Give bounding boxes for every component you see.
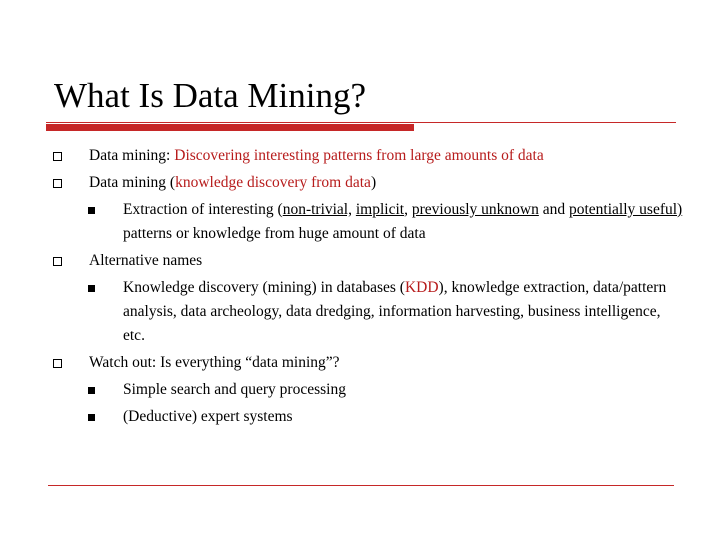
bullet-watch-out: [0, 351, 720, 375]
underlined-term: potentially useful): [569, 201, 683, 218]
bullet-text: Watch out: Is everything “data mining”?: [89, 354, 340, 371]
slide-title: What Is Data Mining?: [54, 76, 366, 115]
kdd-phrase: knowledge discovery from data: [175, 174, 371, 191]
filled-square-bullet-icon: [88, 285, 95, 292]
sub-bullet-text: ), knowledge extraction, data/pattern analysis, data archeology, data dredging, information harvesting, business intelligence, etc.: [123, 279, 667, 344]
bullet-list: [0, 144, 720, 432]
sub-bullet-text: Knowledge discovery (mining) in databases (: [123, 279, 405, 296]
sub-bullet-text: Simple search and query processing: [123, 381, 346, 398]
sub-bullet-text: (Deductive) expert systems: [123, 408, 293, 425]
hollow-square-bullet-icon: [53, 359, 62, 368]
hollow-square-bullet-icon: [53, 179, 62, 188]
bullet-text-end: ): [370, 174, 377, 191]
bullet-knowledge-discovery: [0, 171, 720, 195]
hollow-square-bullet-icon: [53, 152, 62, 161]
definition-text: Discovering interesting patterns from large amounts of data: [174, 147, 544, 164]
hollow-square-bullet-icon: [53, 257, 62, 266]
filled-square-bullet-icon: [88, 207, 95, 214]
sub-bullet-text: Extraction of interesting (: [123, 201, 283, 218]
sub-bullet-alternative-names-list: [0, 276, 720, 348]
title-underline-thin: [46, 122, 676, 123]
title-underline-thick: [46, 124, 414, 131]
sub-bullet-extraction: [0, 198, 720, 246]
sub-bullet-expert-systems: [0, 405, 720, 429]
filled-square-bullet-icon: [88, 414, 95, 421]
bullet-text: Data mining (: [89, 174, 176, 191]
underlined-term: implicit: [355, 201, 405, 218]
footer-rule: [48, 485, 674, 486]
kdd-acronym: KDD: [404, 279, 439, 296]
underlined-term: previously unknown: [411, 201, 539, 218]
bullet-prefix: Data mining:: [89, 147, 175, 164]
bullet-alternative-names: [0, 249, 720, 273]
sub-bullet-text: and: [538, 201, 569, 218]
filled-square-bullet-icon: [88, 387, 95, 394]
sub-bullet-simple-search: [0, 378, 720, 402]
underlined-term: non-trivial,: [282, 201, 352, 218]
sub-bullet-text: ,: [404, 201, 412, 218]
bullet-text: Alternative names: [89, 252, 203, 269]
sub-bullet-text: patterns or knowledge from huge amount of data: [123, 225, 426, 242]
bullet-data-mining-definition: [0, 144, 720, 168]
